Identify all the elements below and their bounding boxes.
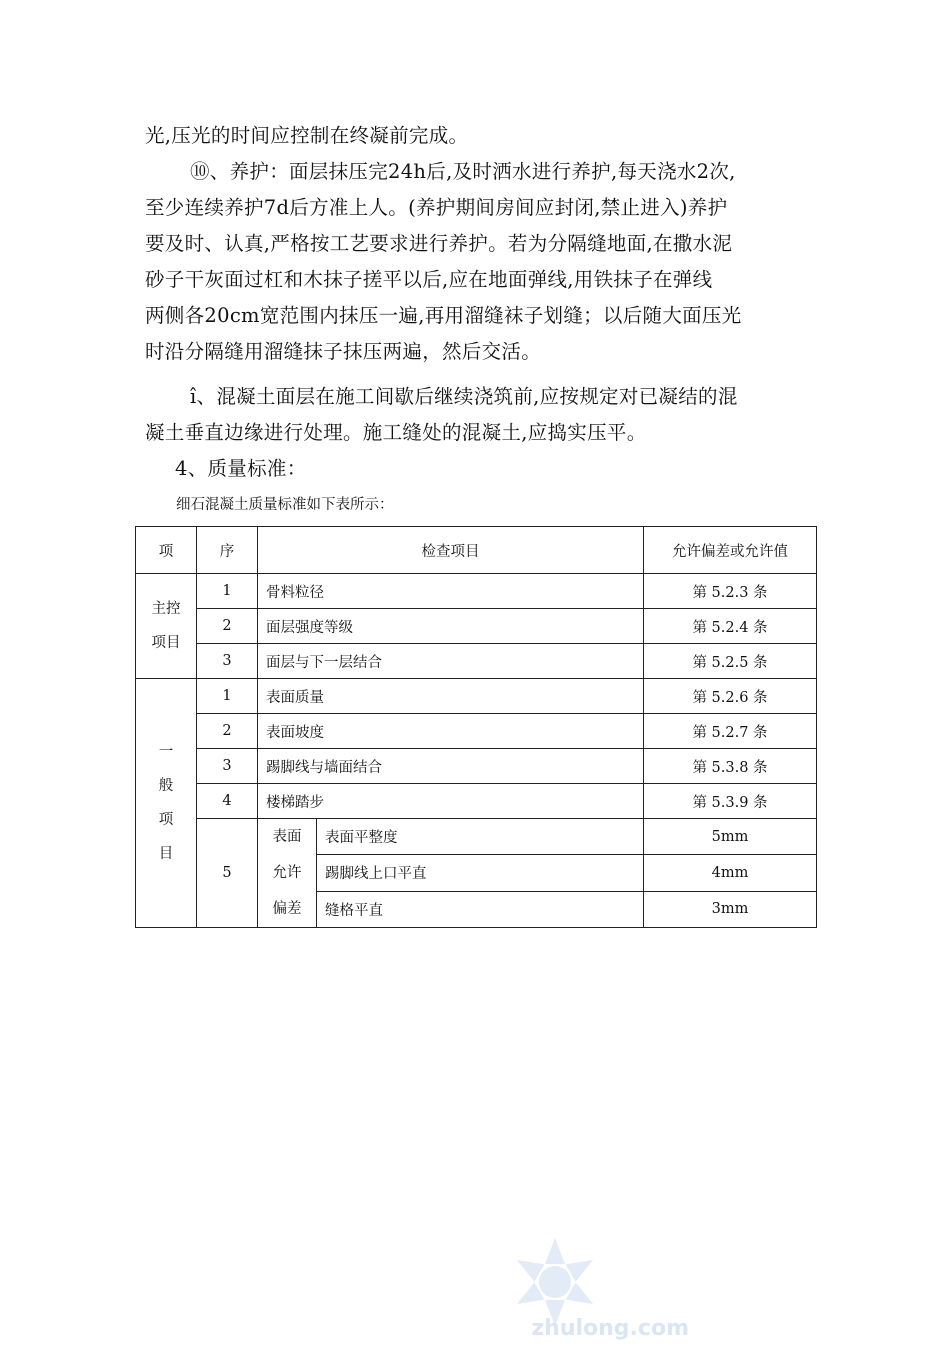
tolerance-value: 第 5.2.3 条 [644, 574, 817, 609]
category-text: 般 [158, 778, 174, 794]
text-line: 时沿分隔缝用溜缝抹子抹压两遍，然后交活。 [145, 340, 542, 363]
table-row [136, 749, 817, 784]
text-line: 至少连续养护7d后方准上人。(养护期间房间应封闭,禁止进入)养护 [145, 196, 728, 219]
tolerance-value: 第 5.2.6 条 [644, 679, 817, 714]
category-text: 一 [158, 744, 174, 760]
table-header-row [136, 527, 817, 574]
group-label-text: 允许 [272, 865, 302, 881]
tolerance-value: 第 5.2.4 条 [644, 609, 817, 644]
table-row [136, 644, 817, 679]
header-number: 序 [197, 527, 258, 574]
paragraph-3 [145, 379, 810, 451]
tolerance-value: 第 5.3.8 条 [644, 749, 817, 784]
check-item: 楼梯踏步 [258, 784, 644, 819]
tolerance-value: 第 5.2.7 条 [644, 714, 817, 749]
tolerance-value: 4mm [644, 855, 817, 891]
row-number: 2 [197, 609, 258, 644]
category-text: 项目 [151, 635, 181, 651]
table-caption: 细石混凝土质量标准如下表所示： [176, 497, 394, 513]
table-row [136, 784, 817, 819]
tolerance-group-label [258, 819, 317, 928]
text-line: 两侧各20cm宽范围内抹压一遍,再用溜缝袜子划缝；以后随大面压光 [145, 304, 742, 327]
tolerance-value: 3mm [644, 891, 817, 927]
category-text: 目 [158, 846, 174, 862]
check-item: 表面质量 [258, 679, 644, 714]
category-text: 项 [158, 812, 174, 828]
row-number: 1 [197, 679, 258, 714]
check-item: 踢脚线上口平直 [317, 855, 644, 891]
row-number: 3 [197, 644, 258, 679]
header-category: 项 [136, 527, 197, 574]
paragraph-2 [145, 154, 810, 370]
tolerance-value: 5mm [644, 819, 817, 855]
text-line: 凝土垂直边缘进行处理。施工缝处的混凝土,应捣实压平。 [145, 421, 647, 444]
category-general [136, 679, 197, 928]
section-heading [145, 451, 810, 487]
category-text: 主控 [151, 601, 181, 617]
row-number: 2 [197, 714, 258, 749]
row-number: 5 [197, 819, 258, 928]
header-check-item: 检查项目 [258, 527, 644, 574]
group-label-text: 表面 [272, 829, 302, 845]
group-label-text: 偏差 [272, 901, 302, 917]
watermark-text: zhulong.com [531, 1316, 689, 1341]
table-row [136, 609, 817, 644]
table-row [136, 679, 817, 714]
row-number: 4 [197, 784, 258, 819]
text-line: î、混凝土面层在施工间歇后继续浇筑前,应按规定对已凝结的混 [190, 385, 738, 408]
quality-standard-table [135, 526, 817, 928]
watermark [490, 1232, 689, 1344]
tolerance-value: 第 5.3.9 条 [644, 784, 817, 819]
category-main-control [136, 574, 197, 679]
text-line: 光,压光的时间应控制在终凝前完成。 [145, 124, 469, 147]
tolerance-value: 第 5.2.5 条 [644, 644, 817, 679]
paragraph-1 [145, 118, 810, 154]
header-tolerance: 允许偏差或允许值 [644, 527, 817, 574]
text-line: 砂子干灰面过杠和木抹子搓平以后,应在地面弹线,用铁抹子在弹线 [145, 268, 713, 291]
check-item: 面层强度等级 [258, 609, 644, 644]
text-line: ⑩、养护：面层抹压完24h后,及时洒水进行养护,每天浇水2次, [190, 160, 736, 183]
check-item: 面层与下一层结合 [258, 644, 644, 679]
check-item: 表面平整度 [317, 819, 644, 855]
text-line: 要及时、认真,严格按工艺要求进行养护。若为分隔缝地面,在撒水泥 [145, 232, 733, 255]
row-number: 3 [197, 749, 258, 784]
check-item: 踢脚线与墙面结合 [258, 749, 644, 784]
table-row [136, 574, 817, 609]
check-item: 表面坡度 [258, 714, 644, 749]
table-row [136, 714, 817, 749]
check-item: 骨料粒径 [258, 574, 644, 609]
text-line: 4、质量标准： [175, 457, 307, 480]
check-item: 缝格平直 [317, 891, 644, 927]
table-row [136, 819, 817, 855]
row-number: 1 [197, 574, 258, 609]
